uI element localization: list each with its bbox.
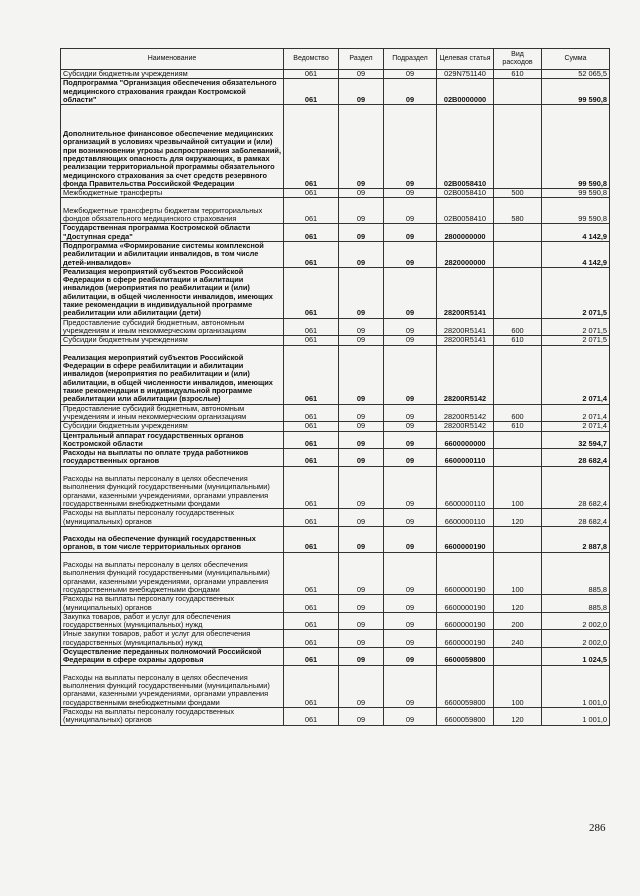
- row-target-article: 2820000000: [437, 241, 494, 267]
- row-amount: 52 065,5: [542, 70, 610, 79]
- row-amount: 1 001,0: [542, 665, 610, 708]
- row-name: Центральный аппарат государственных органов Костромской области: [61, 431, 284, 449]
- row-target-article: 6600000110: [437, 466, 494, 509]
- row-name: Государственная программа Костромской области "Доступная среда": [61, 224, 284, 242]
- row-subsection: 09: [384, 552, 437, 595]
- row-section: 09: [339, 79, 384, 105]
- row-subsection: 09: [384, 708, 437, 726]
- row-expense-type: 610: [494, 70, 542, 79]
- budget-table: [60, 48, 610, 726]
- row-department: 061: [284, 509, 339, 527]
- row-expense-type: [494, 449, 542, 467]
- row-subsection: 09: [384, 189, 437, 198]
- table-row: [61, 422, 610, 431]
- row-expense-type: 120: [494, 595, 542, 613]
- row-department: 061: [284, 336, 339, 345]
- row-section: 09: [339, 595, 384, 613]
- row-section: 09: [339, 647, 384, 665]
- row-expense-type: [494, 105, 542, 189]
- row-amount: 28 682,4: [542, 449, 610, 467]
- row-target-article: 28200R5141: [437, 336, 494, 345]
- row-expense-type: 240: [494, 630, 542, 648]
- row-target-article: 6600000110: [437, 449, 494, 467]
- row-target-article: 6600000190: [437, 630, 494, 648]
- row-section: 09: [339, 105, 384, 189]
- table-row: [61, 509, 610, 527]
- column-header-section: Раздел: [339, 49, 384, 70]
- row-name: Расходы на выплаты персоналу в целях обеспечения выполнения функций государственными (муниципальными) органами, казенными учреждениями, органами управления государственными внебюджетными фондами: [61, 552, 284, 595]
- table-row: [61, 224, 610, 242]
- row-target-article: 6600000110: [437, 509, 494, 527]
- row-target-article: 28200R5142: [437, 345, 494, 404]
- table-row: [61, 79, 610, 105]
- table-row: [61, 345, 610, 404]
- row-expense-type: [494, 526, 542, 552]
- row-expense-type: 600: [494, 404, 542, 422]
- row-subsection: 09: [384, 224, 437, 242]
- row-department: 061: [284, 404, 339, 422]
- table-row: [61, 318, 610, 336]
- row-section: 09: [339, 241, 384, 267]
- row-amount: 2 002,0: [542, 612, 610, 630]
- row-name: Расходы на выплаты персоналу государственных (муниципальных) органов: [61, 708, 284, 726]
- row-department: 061: [284, 241, 339, 267]
- row-subsection: 09: [384, 345, 437, 404]
- row-amount: 4 142,9: [542, 241, 610, 267]
- row-name: Реализация мероприятий субъектов Российской Федерации в сфере реабилитации и абилитации инвалидов (мероприятия по реабилитации и (или) абилитации, в общей численности инвалидов, имеющих такие рекомендации в индивидуальной программе реабилитации или абилитации (взрослые): [61, 345, 284, 404]
- row-name: Расходы на выплаты персоналу в целях обеспечения выполнения функций государственными (муниципальными) органами, казенными учреждениями, органами управления государственными внебюджетными фондами: [61, 665, 284, 708]
- table-body: [61, 70, 610, 726]
- row-expense-type: [494, 267, 542, 318]
- table-header-row: [61, 49, 610, 70]
- table-row: [61, 241, 610, 267]
- row-section: 09: [339, 612, 384, 630]
- row-subsection: 09: [384, 466, 437, 509]
- row-expense-type: 100: [494, 466, 542, 509]
- table-row: [61, 647, 610, 665]
- row-subsection: 09: [384, 241, 437, 267]
- row-amount: 2 887,8: [542, 526, 610, 552]
- table-row: [61, 449, 610, 467]
- table-row: [61, 105, 610, 189]
- row-department: 061: [284, 630, 339, 648]
- row-subsection: 09: [384, 431, 437, 449]
- row-expense-type: [494, 431, 542, 449]
- row-subsection: 09: [384, 612, 437, 630]
- row-target-article: 28200R5141: [437, 318, 494, 336]
- row-amount: 2 071,5: [542, 318, 610, 336]
- row-expense-type: 500: [494, 189, 542, 198]
- row-expense-type: [494, 241, 542, 267]
- table-row: [61, 267, 610, 318]
- row-section: 09: [339, 526, 384, 552]
- row-department: 061: [284, 198, 339, 224]
- row-subsection: 09: [384, 79, 437, 105]
- row-expense-type: 120: [494, 708, 542, 726]
- row-department: 061: [284, 552, 339, 595]
- row-department: 061: [284, 318, 339, 336]
- table-row: [61, 404, 610, 422]
- table-row: [61, 431, 610, 449]
- row-expense-type: 200: [494, 612, 542, 630]
- row-subsection: 09: [384, 105, 437, 189]
- row-section: 09: [339, 345, 384, 404]
- row-subsection: 09: [384, 404, 437, 422]
- row-department: 061: [284, 79, 339, 105]
- row-section: 09: [339, 336, 384, 345]
- row-target-article: 6600000000: [437, 431, 494, 449]
- row-name: Подпрограмма «Формирование системы комплексной реабилитации и абилитации инвалидов, в том числе детей-инвалидов»: [61, 241, 284, 267]
- row-subsection: 09: [384, 336, 437, 345]
- row-amount: 4 142,9: [542, 224, 610, 242]
- row-department: 061: [284, 612, 339, 630]
- row-section: 09: [339, 198, 384, 224]
- table-row: [61, 526, 610, 552]
- row-expense-type: 600: [494, 318, 542, 336]
- row-section: 09: [339, 431, 384, 449]
- row-target-article: 6600000190: [437, 595, 494, 613]
- row-amount: 1 024,5: [542, 647, 610, 665]
- row-subsection: 09: [384, 449, 437, 467]
- row-expense-type: 610: [494, 422, 542, 431]
- row-subsection: 09: [384, 267, 437, 318]
- row-department: 061: [284, 70, 339, 79]
- row-department: 061: [284, 267, 339, 318]
- table-row: [61, 198, 610, 224]
- row-subsection: 09: [384, 526, 437, 552]
- column-header-target-article: Целевая статья: [437, 49, 494, 70]
- row-section: 09: [339, 224, 384, 242]
- row-expense-type: 120: [494, 509, 542, 527]
- table-row: [61, 708, 610, 726]
- page-number: 286: [589, 822, 606, 834]
- row-expense-type: 610: [494, 336, 542, 345]
- row-department: 061: [284, 526, 339, 552]
- row-subsection: 09: [384, 630, 437, 648]
- row-amount: 99 590,8: [542, 198, 610, 224]
- row-department: 061: [284, 466, 339, 509]
- row-expense-type: [494, 647, 542, 665]
- column-header-expense-type: Вид расходов: [494, 49, 542, 70]
- row-department: 061: [284, 665, 339, 708]
- row-target-article: 029N751140: [437, 70, 494, 79]
- row-name: Расходы на выплаты по оплате труда работников государственных органов: [61, 449, 284, 467]
- row-section: 09: [339, 404, 384, 422]
- row-department: 061: [284, 647, 339, 665]
- row-name: Субсидии бюджетным учреждениям: [61, 422, 284, 431]
- row-name: Расходы на выплаты персоналу в целях обеспечения выполнения функций государственными (муниципальными) органами, казенными учреждениями, органами управления государственными внебюджетными фондами: [61, 466, 284, 509]
- row-section: 09: [339, 509, 384, 527]
- column-header-subsection: Подраздел: [384, 49, 437, 70]
- row-amount: 2 071,4: [542, 404, 610, 422]
- row-expense-type: [494, 79, 542, 105]
- row-amount: 2 071,5: [542, 336, 610, 345]
- row-department: 061: [284, 708, 339, 726]
- row-section: 09: [339, 449, 384, 467]
- table-row: [61, 70, 610, 79]
- row-target-article: 28200R5142: [437, 404, 494, 422]
- row-target-article: 6600059800: [437, 708, 494, 726]
- row-target-article: 2800000000: [437, 224, 494, 242]
- row-amount: 2 071,4: [542, 422, 610, 431]
- row-expense-type: 100: [494, 552, 542, 595]
- table-row: [61, 552, 610, 595]
- row-department: 061: [284, 595, 339, 613]
- row-section: 09: [339, 708, 384, 726]
- row-target-article: 02B0058410: [437, 105, 494, 189]
- table-row: [61, 612, 610, 630]
- row-subsection: 09: [384, 595, 437, 613]
- row-target-article: 6600059800: [437, 665, 494, 708]
- row-name: Реализация мероприятий субъектов Российской Федерации в сфере реабилитации и абилитации инвалидов (мероприятия по реабилитации и (или) абилитации, в общей численности инвалидов, имеющих такие рекомендации в индивидуальной программе реабилитации или абилитации (дети): [61, 267, 284, 318]
- row-department: 061: [284, 431, 339, 449]
- row-expense-type: 100: [494, 665, 542, 708]
- column-header-name: Наименование: [61, 49, 284, 70]
- row-amount: 1 001,0: [542, 708, 610, 726]
- row-subsection: 09: [384, 70, 437, 79]
- row-subsection: 09: [384, 318, 437, 336]
- row-target-article: 6600000190: [437, 526, 494, 552]
- row-name: Субсидии бюджетным учреждениям: [61, 70, 284, 79]
- row-department: 061: [284, 422, 339, 431]
- row-section: 09: [339, 466, 384, 509]
- row-amount: 28 682,4: [542, 509, 610, 527]
- row-target-article: 02B0000000: [437, 79, 494, 105]
- row-department: 061: [284, 224, 339, 242]
- row-section: 09: [339, 665, 384, 708]
- row-amount: 885,8: [542, 552, 610, 595]
- row-department: 061: [284, 189, 339, 198]
- row-section: 09: [339, 70, 384, 79]
- row-subsection: 09: [384, 647, 437, 665]
- row-subsection: 09: [384, 665, 437, 708]
- row-name: Иные закупки товаров, работ и услуг для обеспечения государственных (муниципальных) нужд: [61, 630, 284, 648]
- row-name: Осуществление переданных полномочий Российской Федерации в сфере охраны здоровья: [61, 647, 284, 665]
- row-section: 09: [339, 422, 384, 431]
- column-header-department: Ведомство: [284, 49, 339, 70]
- row-name: Подпрограмма "Организация обеспечения обязательного медицинского страхования граждан Костромской области": [61, 79, 284, 105]
- row-subsection: 09: [384, 198, 437, 224]
- table-row: [61, 665, 610, 708]
- row-amount: 2 002,0: [542, 630, 610, 648]
- table-row: [61, 595, 610, 613]
- row-name: Расходы на выплаты персоналу государственных (муниципальных) органов: [61, 509, 284, 527]
- row-amount: 99 590,8: [542, 189, 610, 198]
- row-name: Расходы на обеспечение функций государственных органов, в том числе территориальных органов: [61, 526, 284, 552]
- table-row: [61, 336, 610, 345]
- row-name: Межбюджетные трансферты: [61, 189, 284, 198]
- row-amount: 28 682,4: [542, 466, 610, 509]
- row-amount: 2 071,5: [542, 267, 610, 318]
- table-row: [61, 630, 610, 648]
- row-department: 061: [284, 105, 339, 189]
- row-expense-type: [494, 224, 542, 242]
- row-target-article: 28200R5142: [437, 422, 494, 431]
- row-name: Расходы на выплаты персоналу государственных (муниципальных) органов: [61, 595, 284, 613]
- row-subsection: 09: [384, 509, 437, 527]
- row-section: 09: [339, 552, 384, 595]
- row-name: Предоставление субсидий бюджетным, автономным учреждениям и иным некоммерческим организациям: [61, 318, 284, 336]
- row-target-article: 28200R5141: [437, 267, 494, 318]
- row-amount: 32 594,7: [542, 431, 610, 449]
- row-subsection: 09: [384, 422, 437, 431]
- row-amount: 2 071,4: [542, 345, 610, 404]
- row-expense-type: 580: [494, 198, 542, 224]
- table-row: [61, 189, 610, 198]
- row-department: 061: [284, 449, 339, 467]
- row-name: Субсидии бюджетным учреждениям: [61, 336, 284, 345]
- row-target-article: 6600059800: [437, 647, 494, 665]
- row-department: 061: [284, 345, 339, 404]
- row-name: Межбюджетные трансферты бюджетам территориальных фондов обязательного медицинского страхования: [61, 198, 284, 224]
- row-target-article: 02B0058410: [437, 198, 494, 224]
- row-section: 09: [339, 318, 384, 336]
- row-target-article: 02B0058410: [437, 189, 494, 198]
- row-name: Дополнительное финансовое обеспечение медицинских организаций в условиях чрезвычайной ситуации и (или) при возникновении угрозы распространения заболеваний, представляющих опасность для окружающих, в рамках реализации территориальной программы обязательного медицинского страхования за счет средств резервного фонда Правительства Российской Федерации: [61, 105, 284, 189]
- row-name: Предоставление субсидий бюджетным, автономным учреждениям и иным некоммерческим организациям: [61, 404, 284, 422]
- row-amount: 99 590,8: [542, 79, 610, 105]
- row-section: 09: [339, 189, 384, 198]
- table-row: [61, 466, 610, 509]
- row-amount: 885,8: [542, 595, 610, 613]
- row-target-article: 6600000190: [437, 612, 494, 630]
- row-name: Закупка товаров, работ и услуг для обеспечения государственных (муниципальных) нужд: [61, 612, 284, 630]
- row-expense-type: [494, 345, 542, 404]
- row-target-article: 6600000190: [437, 552, 494, 595]
- column-header-amount: Сумма: [542, 49, 610, 70]
- row-section: 09: [339, 267, 384, 318]
- row-amount: 99 590,8: [542, 105, 610, 189]
- row-section: 09: [339, 630, 384, 648]
